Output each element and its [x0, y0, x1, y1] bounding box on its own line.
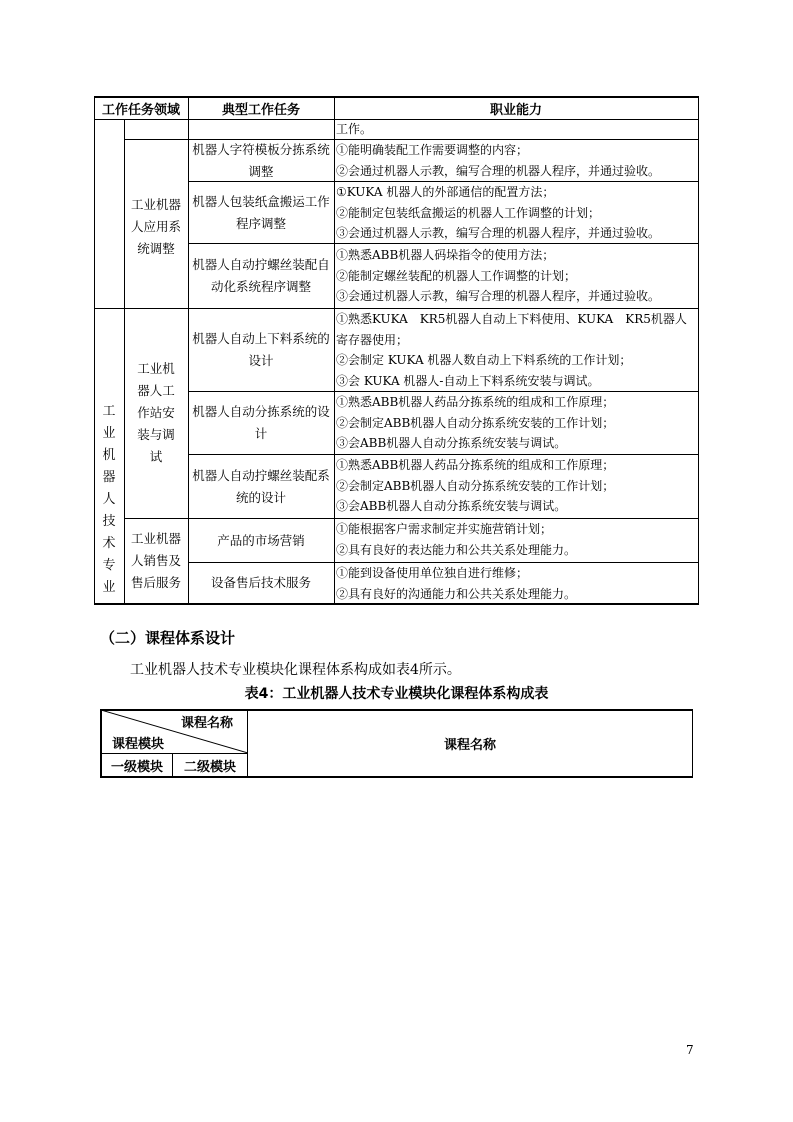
ability-line: ②能制定螺丝装配的机器人工作调整的计划；	[336, 268, 577, 283]
diag-course-module: 课程模块	[111, 736, 164, 752]
ability-line: ③会ABB机器人自动分拣系统安装与调试。	[336, 436, 567, 450]
header-typical-task: 典型工作任务	[221, 103, 300, 118]
section-paragraph: 工业机器人技术专业模块化课程体系构成如表4所示。	[130, 662, 461, 678]
ability-line: ①能到设备使用单位独自进行维修；	[336, 566, 529, 580]
header-work-domain: 工作任务领域	[101, 103, 180, 118]
major-label: 工业机器人技术专业	[102, 404, 116, 595]
task-screw-assembly-design: 机器人自动拧螺丝装配系统的设计	[192, 467, 330, 505]
abilities-character-template	[335, 140, 697, 181]
task-character-template: 机器人字符模板分拣系统调整	[192, 141, 330, 179]
ability-line: ①能明确装配工作需要调整的内容；	[336, 143, 529, 157]
task-marketing: 产品的市场营销	[217, 532, 305, 548]
domain-workstation-install: 工业机器人工作站安装与调试	[137, 361, 175, 464]
task-after-sales: 设备售后技术服务	[210, 575, 311, 590]
task-sorting-system: 机器人自动分拣系统的设计	[192, 404, 330, 441]
table4-caption: 表4：工业机器人技术专业模块化课程体系构成表	[244, 686, 549, 702]
header-ability: 职业能力	[489, 103, 542, 118]
ability-line: 寄存器使用；	[336, 332, 409, 347]
ability-line: ①熟悉KUKA KR5机器人自动上下料使用、KUKA KR5机器人	[336, 312, 687, 326]
abilities-marketing	[335, 519, 697, 560]
ability-line: ②会制定ABB机器人自动分拣系统安装的工作计划；	[336, 478, 615, 493]
ability-line: ③会通过机器人示教，编写合理的机器人程序，并通过验收。	[336, 226, 661, 240]
task-screw-assembly-adjust: 机器人自动拧螺丝装配自动化系统程序调整	[192, 257, 330, 294]
ability-line: ①KUKA 机器人的外部通信的配置方法；	[336, 185, 555, 199]
page-number: 7	[686, 1043, 694, 1057]
domain-application-adjust: 工业机器人应用系统调整	[130, 197, 181, 256]
level2-module-header: 二级模块	[183, 759, 236, 775]
ability-line: ①能根据客户需求制定并实施营销计划；	[336, 522, 553, 536]
ability-line: ②会制定ABB机器人自动分拣系统安装的工作计划；	[336, 415, 615, 430]
abilities-screw-assembly-design	[335, 455, 697, 517]
abilities-after-sales	[335, 563, 697, 604]
ability-line: ②具有良好的表达能力和公共关系处理能力。	[336, 542, 577, 557]
ability-continued: 工作。	[336, 122, 373, 136]
ability-line: ③会通过机器人示教，编写合理的机器人程序，并通过验收。	[336, 289, 661, 303]
abilities-screw-assembly-adjust	[335, 245, 697, 307]
ability-line: ①熟悉ABB机器人药品分拣系统的组成和工作原理；	[336, 395, 615, 409]
ability-line: ②会通过机器人示教，编写合理的机器人程序，并通过验收。	[336, 163, 661, 178]
abilities-loading-system	[335, 309, 697, 391]
abilities-sorting-system	[335, 392, 697, 454]
diag-course-name: 课程名称	[180, 715, 233, 731]
ability-line: ②会制定 KUKA 机器人数自动上下料系统的工作计划；	[336, 353, 632, 367]
abilities-carton-handling	[335, 182, 697, 244]
ability-line: ②能制定包装纸盒搬运的机器人工作调整的计划；	[336, 205, 601, 220]
ability-line: ①熟悉ABB机器人码垛指令的使用方法；	[336, 248, 555, 262]
ability-line: ③会ABB机器人自动分拣系统安装与调试。	[336, 499, 567, 513]
domain-sales-service: 工业机器人销售及售后服务	[130, 531, 181, 590]
ability-line: ③会 KUKA 机器人-自动上下料系统安装与调试。	[336, 373, 600, 388]
ability-line: ①熟悉ABB机器人药品分拣系统的组成和工作原理；	[336, 458, 615, 472]
level1-module-header: 一级模块	[110, 759, 163, 775]
course-name-header: 课程名称	[443, 738, 496, 753]
ability-line: ②具有良好的沟通能力和公共关系处理能力。	[336, 586, 577, 601]
task-carton-handling: 机器人包装纸盒搬运工作程序调整	[192, 193, 330, 231]
task-loading-system: 机器人自动上下料系统的设计	[192, 331, 330, 368]
section-title: （二）课程体系设计	[100, 629, 236, 647]
